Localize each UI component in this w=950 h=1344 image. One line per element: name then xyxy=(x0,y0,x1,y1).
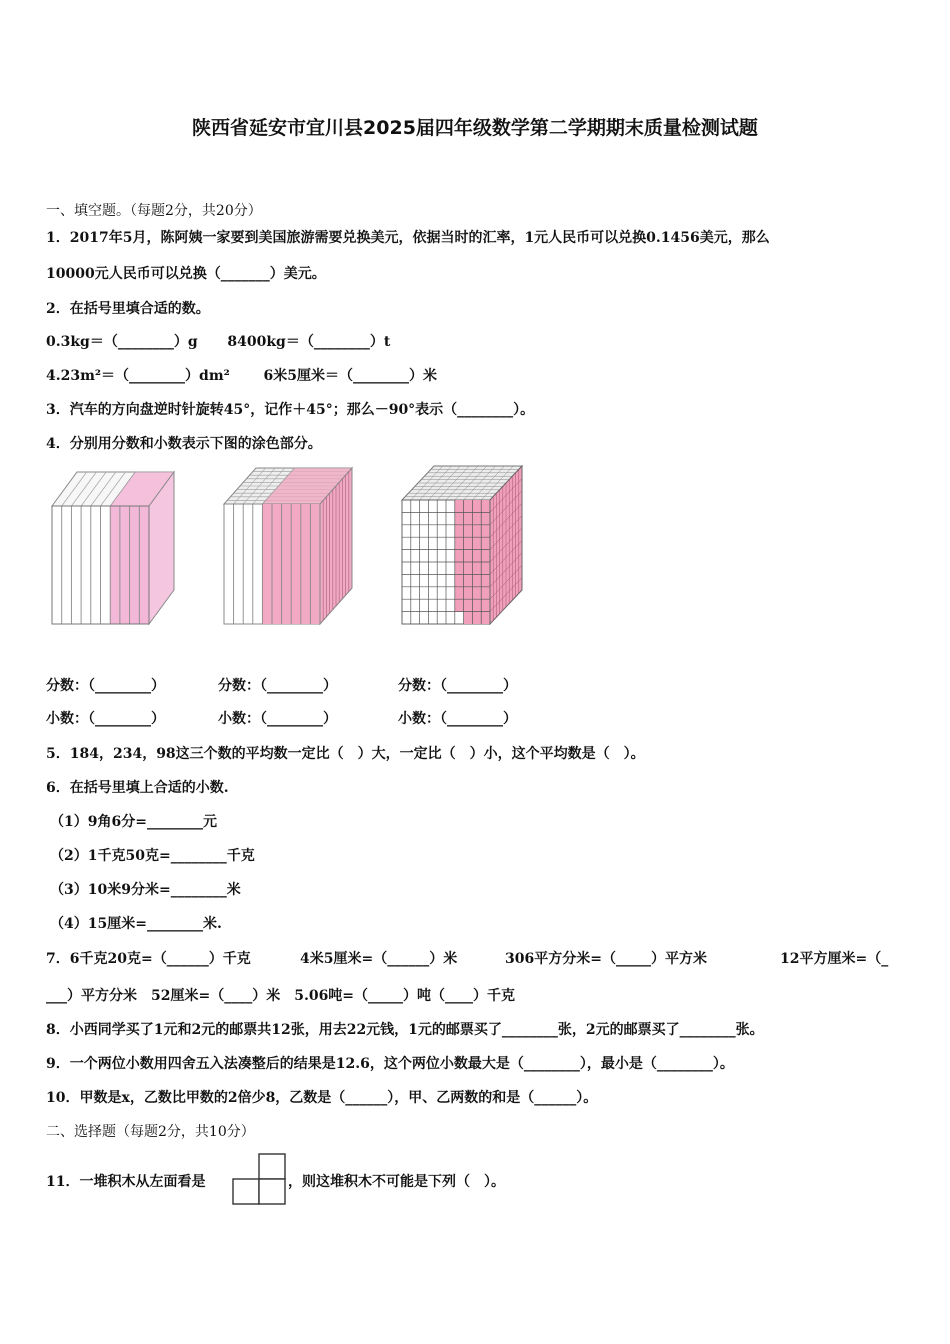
section-1-heading: 一、填空题。（每题2分，共20分） xyxy=(46,203,262,219)
fraction-answer-2: 分数：（________） xyxy=(218,678,337,694)
decimal-answer-2: 小数：（________） xyxy=(218,711,337,727)
question-2-item-c: 4.23m²＝（________）dm² xyxy=(46,368,230,384)
question-7-item-c: 306平方分米=（_____）平方米 xyxy=(505,951,707,967)
question-2-stem: 2．在括号里填合适的数。 xyxy=(46,301,210,317)
question-2-item-b: 8400kg＝（________）t xyxy=(227,334,391,350)
question-8: 8．小西同学买了1元和2元的邮票共12张，用去22元钱，1元的邮票买了________张，2元的邮票买了________张。 xyxy=(46,1022,764,1038)
figure-thousandths-cube xyxy=(400,464,524,626)
question-6-item-4: （4）15厘米=________米. xyxy=(50,916,222,932)
figure-tenths-block xyxy=(50,470,176,626)
question-11-text-after: ，则这堆积木不可能是下列（ ）。 xyxy=(288,1174,505,1190)
question-7-item-b: 4米5厘米=（______）米 xyxy=(300,951,458,967)
question-6-item-1: （1）9角6分=________元 xyxy=(50,814,217,830)
decimal-answer-1: 小数：（________） xyxy=(46,711,165,727)
question-2-item-d: 6米5厘米＝（________）米 xyxy=(263,368,438,384)
question-3: 3．汽车的方向盘逆时针旋转45°，记作＋45°；那么－90°表示（________）。 xyxy=(46,402,535,418)
figure-hundredths-block xyxy=(222,466,354,626)
question-6-item-3: （3）10米9分米=________米 xyxy=(50,882,241,898)
question-11 xyxy=(46,1172,205,1192)
decimal-answer-3: 小数：（________） xyxy=(398,711,517,727)
question-5: 5．184，234，98这三个数的平均数一定比（ ）大，一定比（ ）小，这个平均数是（ ）。 xyxy=(46,746,645,762)
question-11-text-before: 11．一堆积木从左面看是 xyxy=(46,1174,206,1190)
question-6-stem: 6．在括号里填上合适的小数. xyxy=(46,780,229,796)
page-title: 陕西省延安市宜川县2025届四年级数学第二学期期末质量检测试题 xyxy=(192,117,758,139)
fraction-answer-1: 分数：（________） xyxy=(46,678,165,694)
question-2-item-a: 0.3kg＝（________）g xyxy=(46,334,198,350)
question-10: 10．甲数是x，乙数比甲数的2倍少8，乙数是（______），甲、乙两数的和是（______）。 xyxy=(46,1090,598,1106)
question-1-line-2: 10000元人民币可以兑换（_______）美元。 xyxy=(46,266,326,282)
question-2-row-2 xyxy=(46,366,437,386)
question-4-stem: 4．分别用分数和小数表示下图的涂色部分。 xyxy=(46,436,322,452)
fraction-answer-3: 分数：（________） xyxy=(398,678,517,694)
section-2-heading: 二、选择题（每题2分，共10分） xyxy=(46,1124,255,1140)
question-6-item-2: （2）1千克50克=________千克 xyxy=(50,848,255,864)
question-2-row-1 xyxy=(46,332,390,352)
left-view-blocks-icon xyxy=(231,1152,287,1206)
question-7-line-2: ___）平方分米 52厘米=（____）米 5.06吨=（_____）吨（____）千克 xyxy=(46,988,516,1004)
question-7-item-a: 7．6千克20克=（______）千克 xyxy=(46,951,251,967)
question-9: 9．一个两位小数用四舍五入法凑整后的结果是12.6，这个两位小数最大是（________），最小是（________）。 xyxy=(46,1056,734,1072)
question-7-item-d: 12平方厘米=（_ xyxy=(780,951,889,967)
question-1-line-1: 1．2017年5月，陈阿姨一家要到美国旅游需要兑换美元，依据当时的汇率，1元人民币可以兑换0.1456美元，那么 xyxy=(46,230,770,246)
